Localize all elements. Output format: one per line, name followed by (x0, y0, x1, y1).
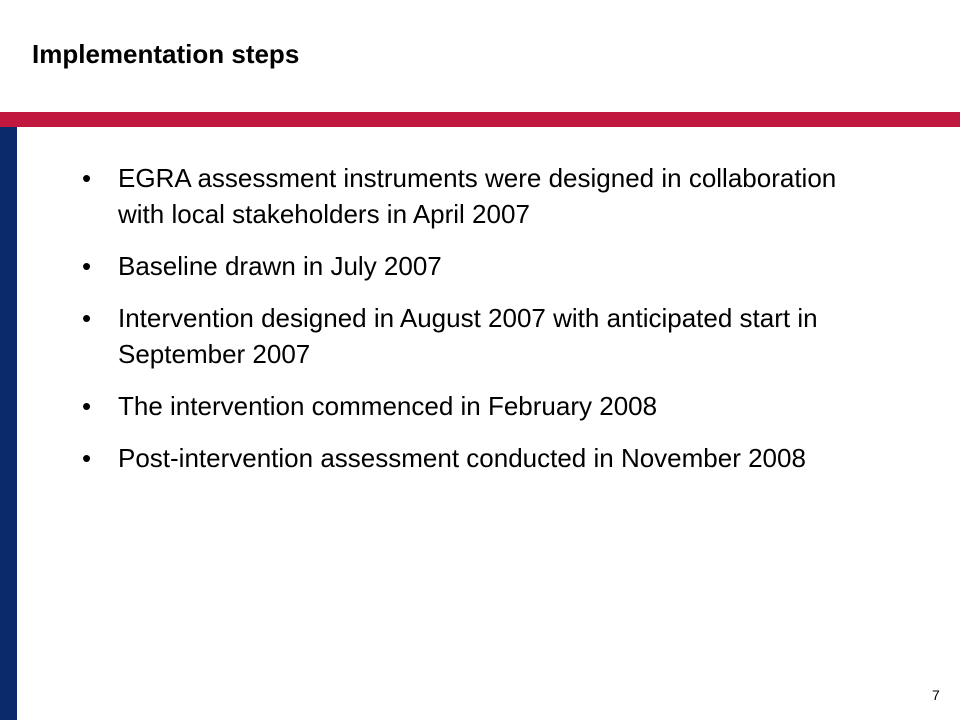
blue-side-bar (0, 127, 17, 720)
bullet-icon: • (82, 251, 92, 281)
bullet-list (82, 160, 882, 492)
bullet-text: EGRA assessment instruments were designed in collaboration with local stakeholders in April 2007 (118, 163, 837, 229)
bullet-icon: • (82, 163, 92, 193)
bullet-item (82, 248, 882, 284)
bullet-text: Post-intervention assessment conducted in November 2008 (118, 443, 806, 473)
bullet-text: Baseline drawn in July 2007 (118, 251, 442, 281)
bullet-icon: • (82, 443, 92, 473)
bullet-item (82, 300, 882, 372)
bullet-item (82, 388, 882, 424)
bullet-icon: • (82, 391, 92, 421)
page-number: 7 (932, 687, 940, 703)
bullet-item (82, 160, 882, 232)
bullet-icon: • (82, 303, 92, 333)
bullet-item (82, 440, 882, 476)
bullet-text: The intervention commenced in February 2008 (118, 391, 658, 421)
red-header-band (0, 112, 960, 127)
slide-title: Implementation steps (32, 39, 300, 69)
bullet-text: Intervention designed in August 2007 with anticipated start in September 2007 (118, 303, 818, 369)
